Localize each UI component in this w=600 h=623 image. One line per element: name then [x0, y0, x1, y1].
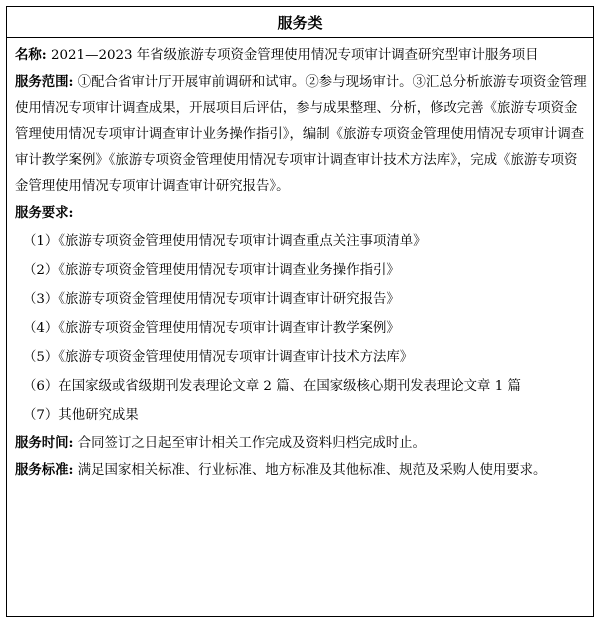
scope-row	[15, 69, 587, 200]
scope-label: 服务范围:	[15, 74, 74, 90]
requirements-label: 服务要求:	[15, 205, 74, 221]
name-row	[15, 42, 587, 69]
list-item: （4）《旅游专项资金管理使用情况专项审计调查审计教学案例》	[23, 321, 400, 336]
service-table	[6, 6, 594, 617]
list-item: （5）《旅游专项资金管理使用情况专项审计调查审计技术方法库》	[23, 350, 414, 365]
table-title: 服务类	[277, 13, 323, 32]
standard-label: 服务标准:	[15, 462, 74, 478]
scope-value: ①配合省审计厅开展审前调研和试审。②参与现场审计。③汇总分析旅游专项资金管理使用情况专项审计调查成果，开展项目后评估，参与成果整理、分析，修改完善《旅游专项资金管理使用情况专项审计调查审计业务操作指引》，编制《旅游专项资金管理使用情况专项审计调查审计教学案例》《旅游专项资金管理使用情况专项审计调查审计技术方法库》，完成《旅游专项资金管理使用情况专项审计调查审计研究报告》。	[15, 75, 587, 194]
name-value: 2021—2023 年省级旅游专项资金管理使用情况专项审计调查研究型审计服务项目	[46, 48, 539, 63]
table-body	[7, 38, 593, 484]
time-label: 服务时间:	[15, 435, 74, 451]
time-row	[15, 430, 587, 457]
list-item: （7）其他研究成果	[23, 408, 139, 423]
table-header	[7, 7, 593, 38]
name-label: 名称:	[15, 47, 47, 63]
standard-value: 满足国家相关标准、行业标准、地方标准及其他标准、规范及采购人使用要求。	[73, 463, 547, 478]
requirements-row	[15, 200, 587, 227]
list-item: （2）《旅游专项资金管理使用情况专项审计调查业务操作指引》	[23, 263, 400, 278]
list-item: （3）《旅游专项资金管理使用情况专项审计调查审计研究报告》	[23, 292, 400, 307]
time-value: 合同签订之日起至审计相关工作完成及资料归档完成时止。	[73, 436, 426, 451]
standard-row	[15, 457, 587, 484]
list-item: （6）在国家级或省级期刊发表理论文章 2 篇、在国家级核心期刊发表理论文章 1 篇	[23, 379, 521, 394]
list-item: （1）《旅游专项资金管理使用情况专项审计调查重点关注事项清单》	[23, 234, 427, 249]
